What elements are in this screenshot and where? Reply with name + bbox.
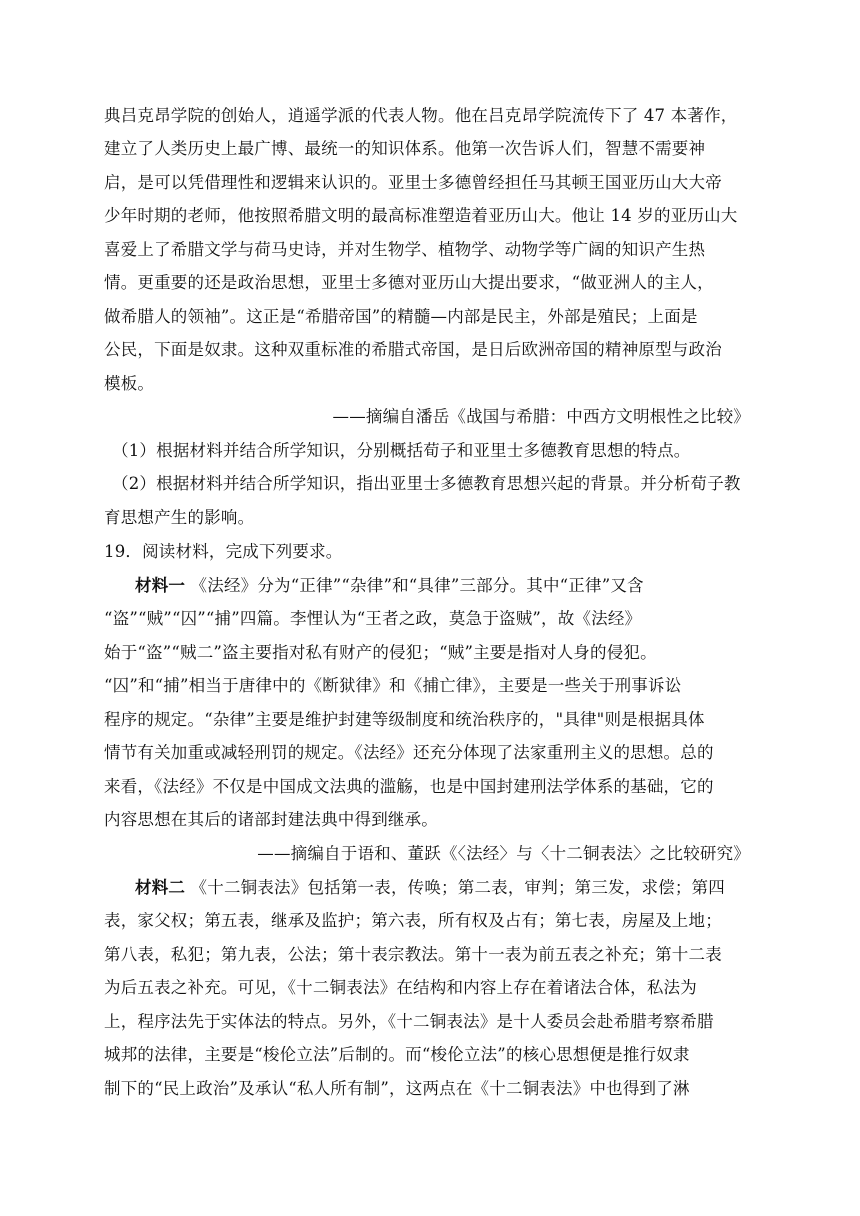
material2-label: 材料二 [135, 878, 186, 897]
passage-line: 少年时期的老师，他按照希腊文明的最高标准塑造着亚历山大。他让 14 岁的亚历山大 [104, 206, 738, 225]
material1-text: 《法经》分为“正律”“杂律”和“具律”三部分。其中“正律”又含 [185, 576, 644, 595]
passage-line: 建立了人类历史上最广博、最统一的知识体系。他第一次告诉人们，智慧不需要神 [104, 139, 706, 158]
material1-line: 始于“盗”“贼二”盗主要指对私有财产的侵犯；“贼”主要是指对人身的侵犯。 [104, 643, 657, 662]
passage-line: 模板。 [104, 374, 155, 393]
question-item: （1）根据材料并结合所学知识，分别概括荀子和亚里士多德教育思想的特点。 [112, 441, 691, 460]
material1-line: 内容思想在其后的诸部封建法典中得到继承。 [104, 810, 438, 829]
question-item-continued: 育思想产生的影响。 [104, 508, 255, 527]
material2-line: 表，家父权；第五表，继承及监护；第六表，所有权及占有；第七表，房屋及上地； [104, 911, 722, 930]
material2-line: 为后五表之补充。可见，《十二铜表法》在结构和内容上存在着诸法合体，私法为 [104, 978, 697, 997]
source-citation: ——摘编自潘岳《战国与希腊：中西方文明根性之比较》 [332, 407, 750, 426]
material1-first-line [135, 576, 765, 596]
material1-line: 来看，《法经》不仅是中国成文法典的滥觞，也是中国封建刑法学体系的基础，它的 [104, 777, 714, 796]
material1-line: 程序的规定。“杂律”主要是维护封建等级制度和统治秩序的，"具律"则是根据具体 [104, 710, 705, 729]
material2-line: 上，程序法先于实体法的特点。另外，《十二铜表法》是十人委员会赴希腊考察希腊 [104, 1012, 714, 1031]
material2-line: 制下的“民上政治”及承认“私人所有制”，这两点在《十二铜表法》中也得到了淋 [104, 1079, 690, 1098]
material2-first-line [135, 878, 765, 898]
passage-line: 做希腊人的领袖”。这正是“希腊帝国”的精髓—内部是民主，外部是殖民；上面是 [104, 307, 698, 326]
passage-line: 典吕克昂学院的创始人，逍遥学派的代表人物。他在吕克昂学院流传下了 47 本著作， [104, 106, 738, 125]
material1-label: 材料一 [135, 576, 186, 595]
material1-line: “囚”和“捕”相当于唐律中的《断狱律》和《捕亡律》，主要是一些关于刑事诉讼 [104, 676, 682, 695]
passage-line: 喜爱上了希腊文学与荷马史诗，并对生物学、植物学、动物学等广阔的知识产生热 [104, 240, 706, 259]
passage-line: 公民，下面是奴隶。这种双重标准的希腊式帝国，是日后欧洲帝国的精神原型与政治 [104, 340, 722, 359]
material2-text: 《十二铜表法》包括第一表，传唤；第二表，审判；第三发，求偿；第四 [185, 878, 725, 897]
passage-line: 情。更重要的还是政治思想，亚里士多德对亚历山大提出要求，“做亚洲人的主人， [104, 273, 714, 292]
material1-line: “盗”“贼”“囚”“捕”四篇。李悝认为“王者之政，莫急于盗贼”，故《法经》 [104, 609, 642, 628]
source-citation: ——摘编自于语和、董跃《〈法经〉与〈十二铜表法〉之比较研究》 [257, 844, 750, 863]
question-item: （2）根据材料并结合所学知识，指出亚里士多德教育思想兴起的背景。并分析荀子教 [112, 474, 741, 493]
question-heading: 19．阅读材料，完成下列要求。 [104, 542, 343, 561]
material2-line: 城邦的法律，主要是“梭伦立法”后制的。而“梭伦立法”的核心思想便是推行奴隶 [104, 1045, 690, 1064]
material1-line: 情节有关加重或减轻刑罚的规定。《法经》还充分体现了法家重刑主义的思想。总的 [104, 743, 714, 762]
material2-line: 第八表，私犯；第九表，公法；第十表宗教法。第十一表为前五表之补充；第十二表 [104, 945, 722, 964]
passage-line: 启，是可以凭借理性和逻辑来认识的。亚里士多德曾经担任马其顿王国亚历山大大帝 [104, 173, 722, 192]
